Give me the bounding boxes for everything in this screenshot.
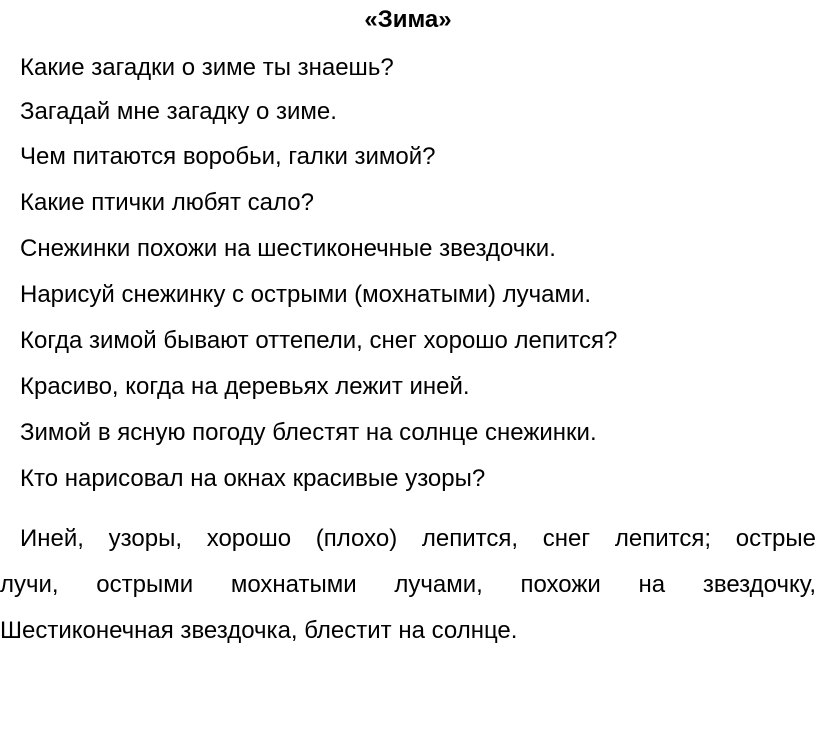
question-line: Кто нарисовал на окнах красивые узоры? bbox=[20, 465, 486, 492]
vocabulary-paragraph bbox=[0, 516, 816, 654]
question-line: Загадай мне загадку о зиме. bbox=[20, 98, 337, 125]
question-line: Нарисуй снежинку с острыми (мохнатыми) лучами. bbox=[20, 281, 592, 308]
question-line: Какие птички любят сало? bbox=[20, 189, 314, 216]
vocabulary-line: Иней, узоры, хорошо (плохо) лепится, снег лепится; острые bbox=[20, 525, 816, 552]
question-line: Красиво, когда на деревьях лежит иней. bbox=[20, 373, 470, 400]
question-line: Чем питаются воробьи, галки зимой? bbox=[20, 143, 436, 170]
document-title: «Зима» bbox=[364, 6, 452, 33]
vocabulary-line: лучи, острыми мохнатыми лучами, похожи на звездочку, bbox=[0, 571, 816, 598]
question-line: Какие загадки о зиме ты знаешь? bbox=[20, 54, 394, 81]
question-line: Зимой в ясную погоду блестят на солнце снежинки. bbox=[20, 419, 597, 446]
vocabulary-line: Шестиконечная звездочка, блестит на солнце. bbox=[0, 617, 518, 644]
question-line: Снежинки похожи на шестиконечные звездочки. bbox=[20, 235, 556, 262]
question-line: Когда зимой бывают оттепели, снег хорошо лепится? bbox=[20, 327, 618, 354]
